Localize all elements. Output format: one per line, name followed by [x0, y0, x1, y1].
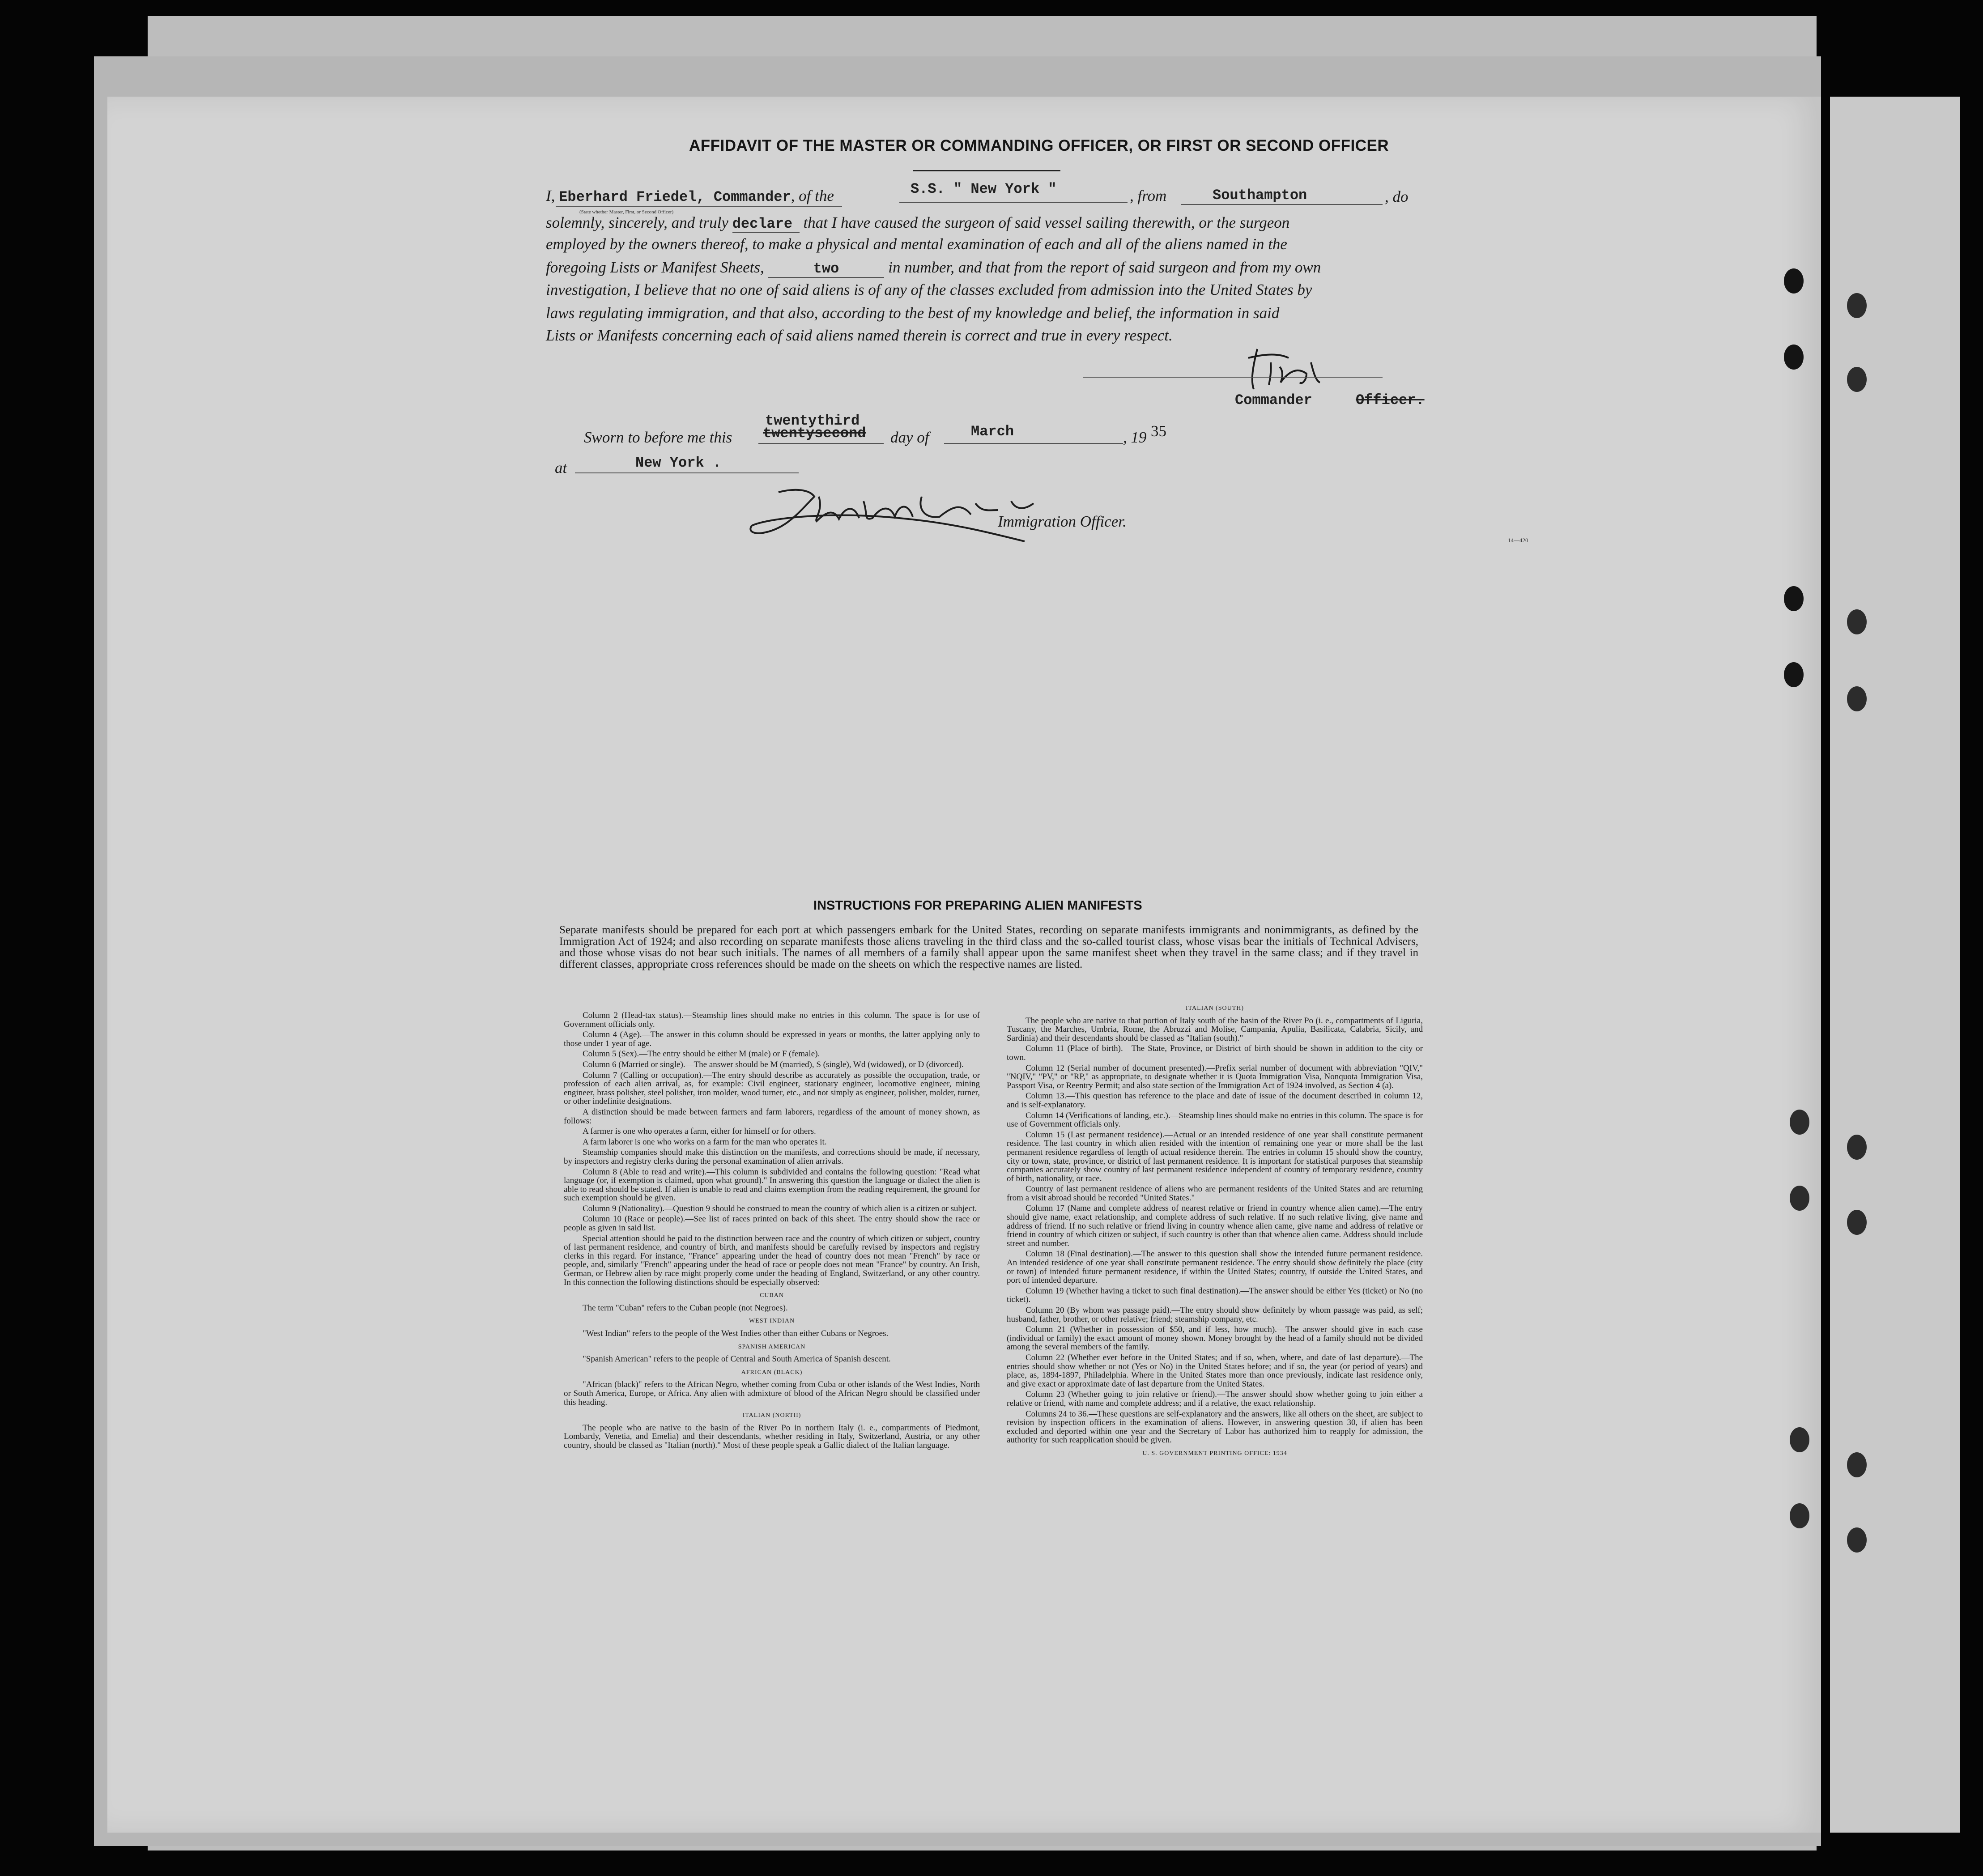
instruction-paragraph: "West Indian" refers to the people of the West Indies other than either Cubans or Negroes. [583, 1329, 889, 1338]
instruction-paragraph: Column 11 (Place of birth).—The State, Province, or District of birth should be shown in addition to the city or town. [1007, 1044, 1423, 1062]
instruction-paragraph: Column 5 (Sex).—The entry should be either M (male) or F (female). [583, 1049, 820, 1059]
instruction-paragraph: Column 17 (Name and complete address of nearest relative or friend in country whence alien came).—The entry should give name, exact relationship, and complete address of such relative. If no such relative living, give name and address of friend. If no such relative or friend living in country whence alien came, give name and address of relative or friend in country of which citizen or subject, if such country is other than that whence alien came. Address should include street and number. [1007, 1204, 1423, 1248]
section-heading: CUBAN [759, 1292, 784, 1299]
binder-hole-icon [1790, 1503, 1809, 1528]
signature-underline [1083, 377, 1383, 378]
instruction-paragraph: Column 23 (Whether going to join relative or friend).—The answer should show whether going to join either a relative or friend, with name and complete address; and if a relative, the exact relationship. [1007, 1390, 1423, 1408]
instruction-paragraph: Column 7 (Calling or occupation).—The entry should describe as accurately as possible the occupation, trade, or profession of each alien arrival, as, for example: Civil engineer, stationary engineer, locomotive engineer, mining engineer, brass polisher, steel polisher, iron molder, wood turner, etc., and not simply as engineer, polisher, molder, turner, or other indefinite designations. [564, 1070, 980, 1106]
binder-hole-icon [1847, 609, 1867, 634]
sworn-place: New York . [635, 455, 722, 471]
instruction-paragraph: Column 15 (Last permanent residence).—Actual or an intended residence of one year shall constitute permanent residence. The last country in which alien resided with the intention of remaining one year or more shall be the last permanent residence regardless of length of actual residence therein. The entries in column 15 should show the country, city or town, state, province, or district of last permanent residence. It is important for statistical purposes that steamship companies accurately show country of last permanent residence independent of country of temporary residence, country of birth, nationality, or race. [1007, 1130, 1423, 1183]
form-number: 14—420 [1508, 537, 1528, 544]
instruction-paragraph: A farm laborer is one who works on a farm for the man who operates it. [583, 1137, 827, 1147]
declare-field: declare [732, 216, 800, 233]
instruction-paragraph: Column 4 (Age).—The answer in this column should be expressed in years or months, the latter applying only to those under 1 year of age. [564, 1030, 980, 1048]
instruction-paragraph: Column 19 (Whether having a ticket to such final destination).—The answer should be either Yes (ticket) or No (no ticket). [1007, 1286, 1423, 1305]
section-heading: WEST INDIAN [749, 1318, 795, 1325]
binding-strip [1830, 97, 1960, 1833]
month-field-underline [944, 443, 1123, 444]
line1-prefix: I, [546, 187, 555, 204]
sworn-at: at [555, 459, 567, 476]
instruction-paragraph: Special attention should be paid to the distinction between race and the country of which citizen or subject, country of last permanent residence, and country of birth, and manifests should be carefully revised by inspectors and registry clerks in this regard. For instance, "France" appearing under the head of country does not mean "French" by race or people, and, similarly "French" appearing under the head of race or people does not mean "France" by country. An Irish, German, or Hebrew alien by race might properly come under the heading of England, Switzerland, or any other country. In this connection the following distinctions should be especially observed: [564, 1234, 980, 1287]
instruction-paragraph: Column 6 (Married or single).—The answer should be M (married), S (single), Wd (widowed), or D (divorced). [583, 1059, 964, 1069]
vessel-field-underline [899, 202, 1128, 203]
instruction-paragraph: A distinction should be made between farmers and farm laborers, regardless of the amount of money shown, as follows: [564, 1107, 980, 1126]
instruction-paragraph: Steamship companies should make this distinction on the manifests, and corrections should be made, if necessary, by inspectors and registry clerks during the personal examination of alien arrivals. [564, 1148, 980, 1166]
instruction-paragraph: Column 9 (Nationality).—Question 9 should be construed to mean the country of which alien is a citizen or subject. [583, 1204, 977, 1213]
binder-hole-icon [1784, 345, 1804, 370]
instruction-paragraph: Column 12 (Serial number of document presented).—Prefix serial number of document with abbreviation "QIV," "NQIV," "PV," or "RP," as appropriate, to designate whether it is Quota Immigration Visa, Nonquota Immigration Visa, Passport Visa, or Reentry Permit; and also state section of the Immigration Act of 1924 involved, as Section 4 (a). [1007, 1063, 1423, 1090]
instruction-paragraph: The term "Cuban" refers to the Cuban people (not Negroes). [583, 1303, 788, 1313]
instruction-paragraph: Column 22 (Whether ever before in the United States; and if so, when, where, and date of last departure).—The entries should show whether or not (Yes or No) in the United States before; and if so, the year (or period of years) and place, as, 1894-1897, Philadelphia. Where in the United States more than once previously, indicate last residence only, and give exact or approximate date of last departure from the United States. [1007, 1353, 1423, 1389]
instruction-paragraph: The people who are native to the basin of the River Po in northern Italy (i. e., compartments of Piedmont, Lombardy, Venetia, and Emelia) and their descendants, whether residing in Italy, Switzerland, Austria, or any other country, should be classed as "Italian (north)." Most of these people speak a Gallic dialect of the Italian language. [564, 1423, 980, 1450]
instructions-title: INSTRUCTIONS FOR PREPARING ALIEN MANIFESTS [813, 898, 1142, 913]
vessel-name: S.S. " New York " [911, 181, 1057, 197]
sworn-day-struck: twentysecond [763, 425, 866, 442]
binder-hole-icon [1790, 1186, 1809, 1211]
line1-of-the: , of the [791, 187, 834, 204]
instruction-paragraph: Columns 24 to 36.—These questions are self-explanatory and the answers, like all others on the sheet, are subject to revision by inspection officers in the examination of aliens. However, in answering question 30, if alien has been excluded and deported within one year and the Secretary of Labor has authorized him to reapply for admission, the authority for such reapplication should be given. [1007, 1409, 1423, 1445]
day-of-label: day of [890, 429, 929, 446]
section-heading: SPANISH AMERICAN [738, 1343, 806, 1350]
signer-title: Commander [1235, 392, 1312, 408]
place-field-underline [575, 472, 799, 473]
sheet-count: two [768, 260, 884, 278]
section-heading: ITALIAN (SOUTH) [1185, 1005, 1244, 1012]
binder-hole-icon [1784, 586, 1804, 611]
line1-do: , do [1385, 188, 1409, 205]
binder-hole-icon [1847, 293, 1867, 318]
instruction-paragraph: Column 20 (By whom was passage paid).—The entry should show definitely by whom passage was paid, as self; husband, father, brother, or other relative; friend; steamship company, etc. [1007, 1306, 1423, 1324]
binder-hole-icon [1847, 1135, 1867, 1160]
instruction-paragraph: The people who are native to that portion of Italy south of the basin of the River Po (i. e., compartments of Liguria, Tuscany, the Marches, Umbria, Rome, the Abruzzi and Molise, Campania, Apulia, Basilicata, Calabria, Sicily, and Sardinia) and their descendants should be classed as "Italian (south)." [1007, 1016, 1423, 1043]
instruction-paragraph: Country of last permanent residence of aliens who are permanent residents of the United States and are returning from a visit abroad should be recorded "United States." [1007, 1184, 1423, 1203]
instruction-paragraph: Column 18 (Final destination).—The answer to this question shall show the intended future permanent residence. An intended residence of one year shall constitute permanent residence. The entry should show definitely the place (city or town) of intended future permanent residence, if within the United States; country, if outside the United States, and port of intended departure. [1007, 1249, 1423, 1285]
instruction-paragraph: A farmer is one who operates a farm, either for himself or for others. [583, 1127, 816, 1136]
departure-port: Southampton [1213, 187, 1307, 204]
year-prefix: , 19 [1123, 429, 1147, 446]
line4-start: foregoing Lists or Manifest Sheets, [546, 259, 764, 276]
affidavit-line-2 [546, 214, 1289, 233]
affidavit-line-5: investigation, I believe that no one of said aliens is of any of the classes excluded from admission into the United States by [546, 281, 1312, 298]
commander-signature [1239, 340, 1329, 398]
instructions-right-column [1007, 1000, 1423, 1612]
binder-hole-icon [1847, 686, 1867, 711]
officer-struck: Officer. [1356, 392, 1425, 408]
affidavit-line-7: Lists or Manifests concerning each of said aliens named therein is correct and true in every respect. [546, 327, 1173, 344]
affidavit-line-3: employed by the owners thereof, to make a physical and mental examination of each and all of the aliens named in the [546, 235, 1287, 253]
binder-hole-icon [1847, 367, 1867, 392]
section-heading: ITALIAN (NORTH) [742, 1412, 801, 1419]
line2-end: that I have caused the surgeon of said vessel sailing therewith, or the surgeon [803, 214, 1290, 231]
binder-hole-icon [1784, 268, 1804, 294]
instructions-left-column [564, 1011, 980, 1611]
immigration-officer-signature [738, 479, 1105, 546]
binder-hole-icon [1847, 1527, 1867, 1553]
instruction-paragraph: Column 14 (Verifications of landing, etc.).—Steamship lines should make no entries in this column. The space is for use of Government officials only. [1007, 1110, 1423, 1129]
sworn-prefix: Sworn to before me this [584, 429, 732, 446]
sworn-day-corrected: twentythird [765, 413, 860, 429]
instruction-paragraph: Column 13.—This question has reference to the place and date of issue of the document described in column 12, and is self-explanatory. [1007, 1091, 1423, 1110]
instruction-paragraph: Column 21 (Whether in possession of $50, and if less, how much).—The answer should give in each case (individual or family) the exact amount of money shown. Money brought by the head of a family should not be divided among the several members of the family. [1007, 1325, 1423, 1352]
day-field-underline [758, 443, 884, 444]
port-field-underline [1181, 204, 1383, 205]
affidavit-line-4 [546, 259, 1321, 278]
binder-hole-icon [1790, 1110, 1809, 1135]
officer-rank-note: (State whether Master, First, or Second Officer) [579, 209, 674, 215]
instruction-paragraph: Column 10 (Race or people).—See list of races printed on back of this sheet. The entry should show the race or people as given in said list. [564, 1214, 980, 1233]
affidavit-line-1 [546, 187, 834, 205]
commander-name: Eberhard Friedel, Commander [559, 189, 791, 205]
affidavit-line-6: laws regulating immigration, and that also, according to the best of my knowledge and belief, the information in said [546, 304, 1280, 322]
binder-hole-icon [1784, 662, 1804, 687]
binder-hole-icon [1790, 1427, 1809, 1452]
name-field-underline [556, 206, 842, 207]
instruction-paragraph: Column 8 (Able to read and write).—This column is subdivided and contains the following question: "Read what language (or, if exemption is claimed, upon what ground)." In answering this question the language or dialect the alien is able to read should be stated. If alien is unable to read and claims exemption from the reading requirement, the ground for such exemption should be given. [564, 1167, 980, 1203]
binder-hole-icon [1847, 1452, 1867, 1477]
sworn-month: March [971, 423, 1014, 440]
line2-start: solemnly, sincerely, and truly [546, 214, 728, 231]
line1-from: , from [1130, 187, 1167, 204]
binder-hole-icon [1847, 1210, 1867, 1235]
title-divider [913, 170, 1060, 171]
affidavit-title: AFFIDAVIT OF THE MASTER OR COMMANDING OFFICER, OR FIRST OR SECOND OFFICER [689, 137, 1389, 154]
instruction-paragraph: Column 2 (Head-tax status).—Steamship lines should make no entries in this column. The space is for use of Government officials only. [564, 1011, 980, 1029]
instruction-paragraph: "African (black)" refers to the African Negro, whether coming from Cuba or other islands of the West Indies, North or South America, Europe, or Africa. Any alien with admixture of blood of the African Negro should be classified under this heading. [564, 1380, 980, 1407]
line4-end: in number, and that from the report of said surgeon and from my own [888, 259, 1321, 276]
instruction-paragraph: "Spanish American" refers to the people of Central and South America of Spanish descent. [583, 1354, 891, 1364]
year-suffix: 35 [1151, 422, 1166, 440]
immigration-officer-label: Immigration Officer. [998, 513, 1127, 530]
section-heading: AFRICAN (BLACK) [741, 1369, 803, 1376]
instructions-intro: Separate manifests should be prepared for each port at which passengers embark for the United States, recording on separate manifests immigrants and nonimmigrants, as defined by the Immigration Act of 1924; and also recording on separate manifests those aliens traveling in the third class and the so-called tourist class, whose visas bear the initials of Technical Advisers, and those whose visas do not bear such initials. The names of all members of a family shall appear upon the same manifest sheet when they travel in the same class; and if they travel in different classes, appropriate cross references should be made on the sheets on which the respective names are listed. [559, 924, 1418, 970]
printer-imprint: U. S. GOVERNMENT PRINTING OFFICE: 1934 [1142, 1450, 1287, 1457]
